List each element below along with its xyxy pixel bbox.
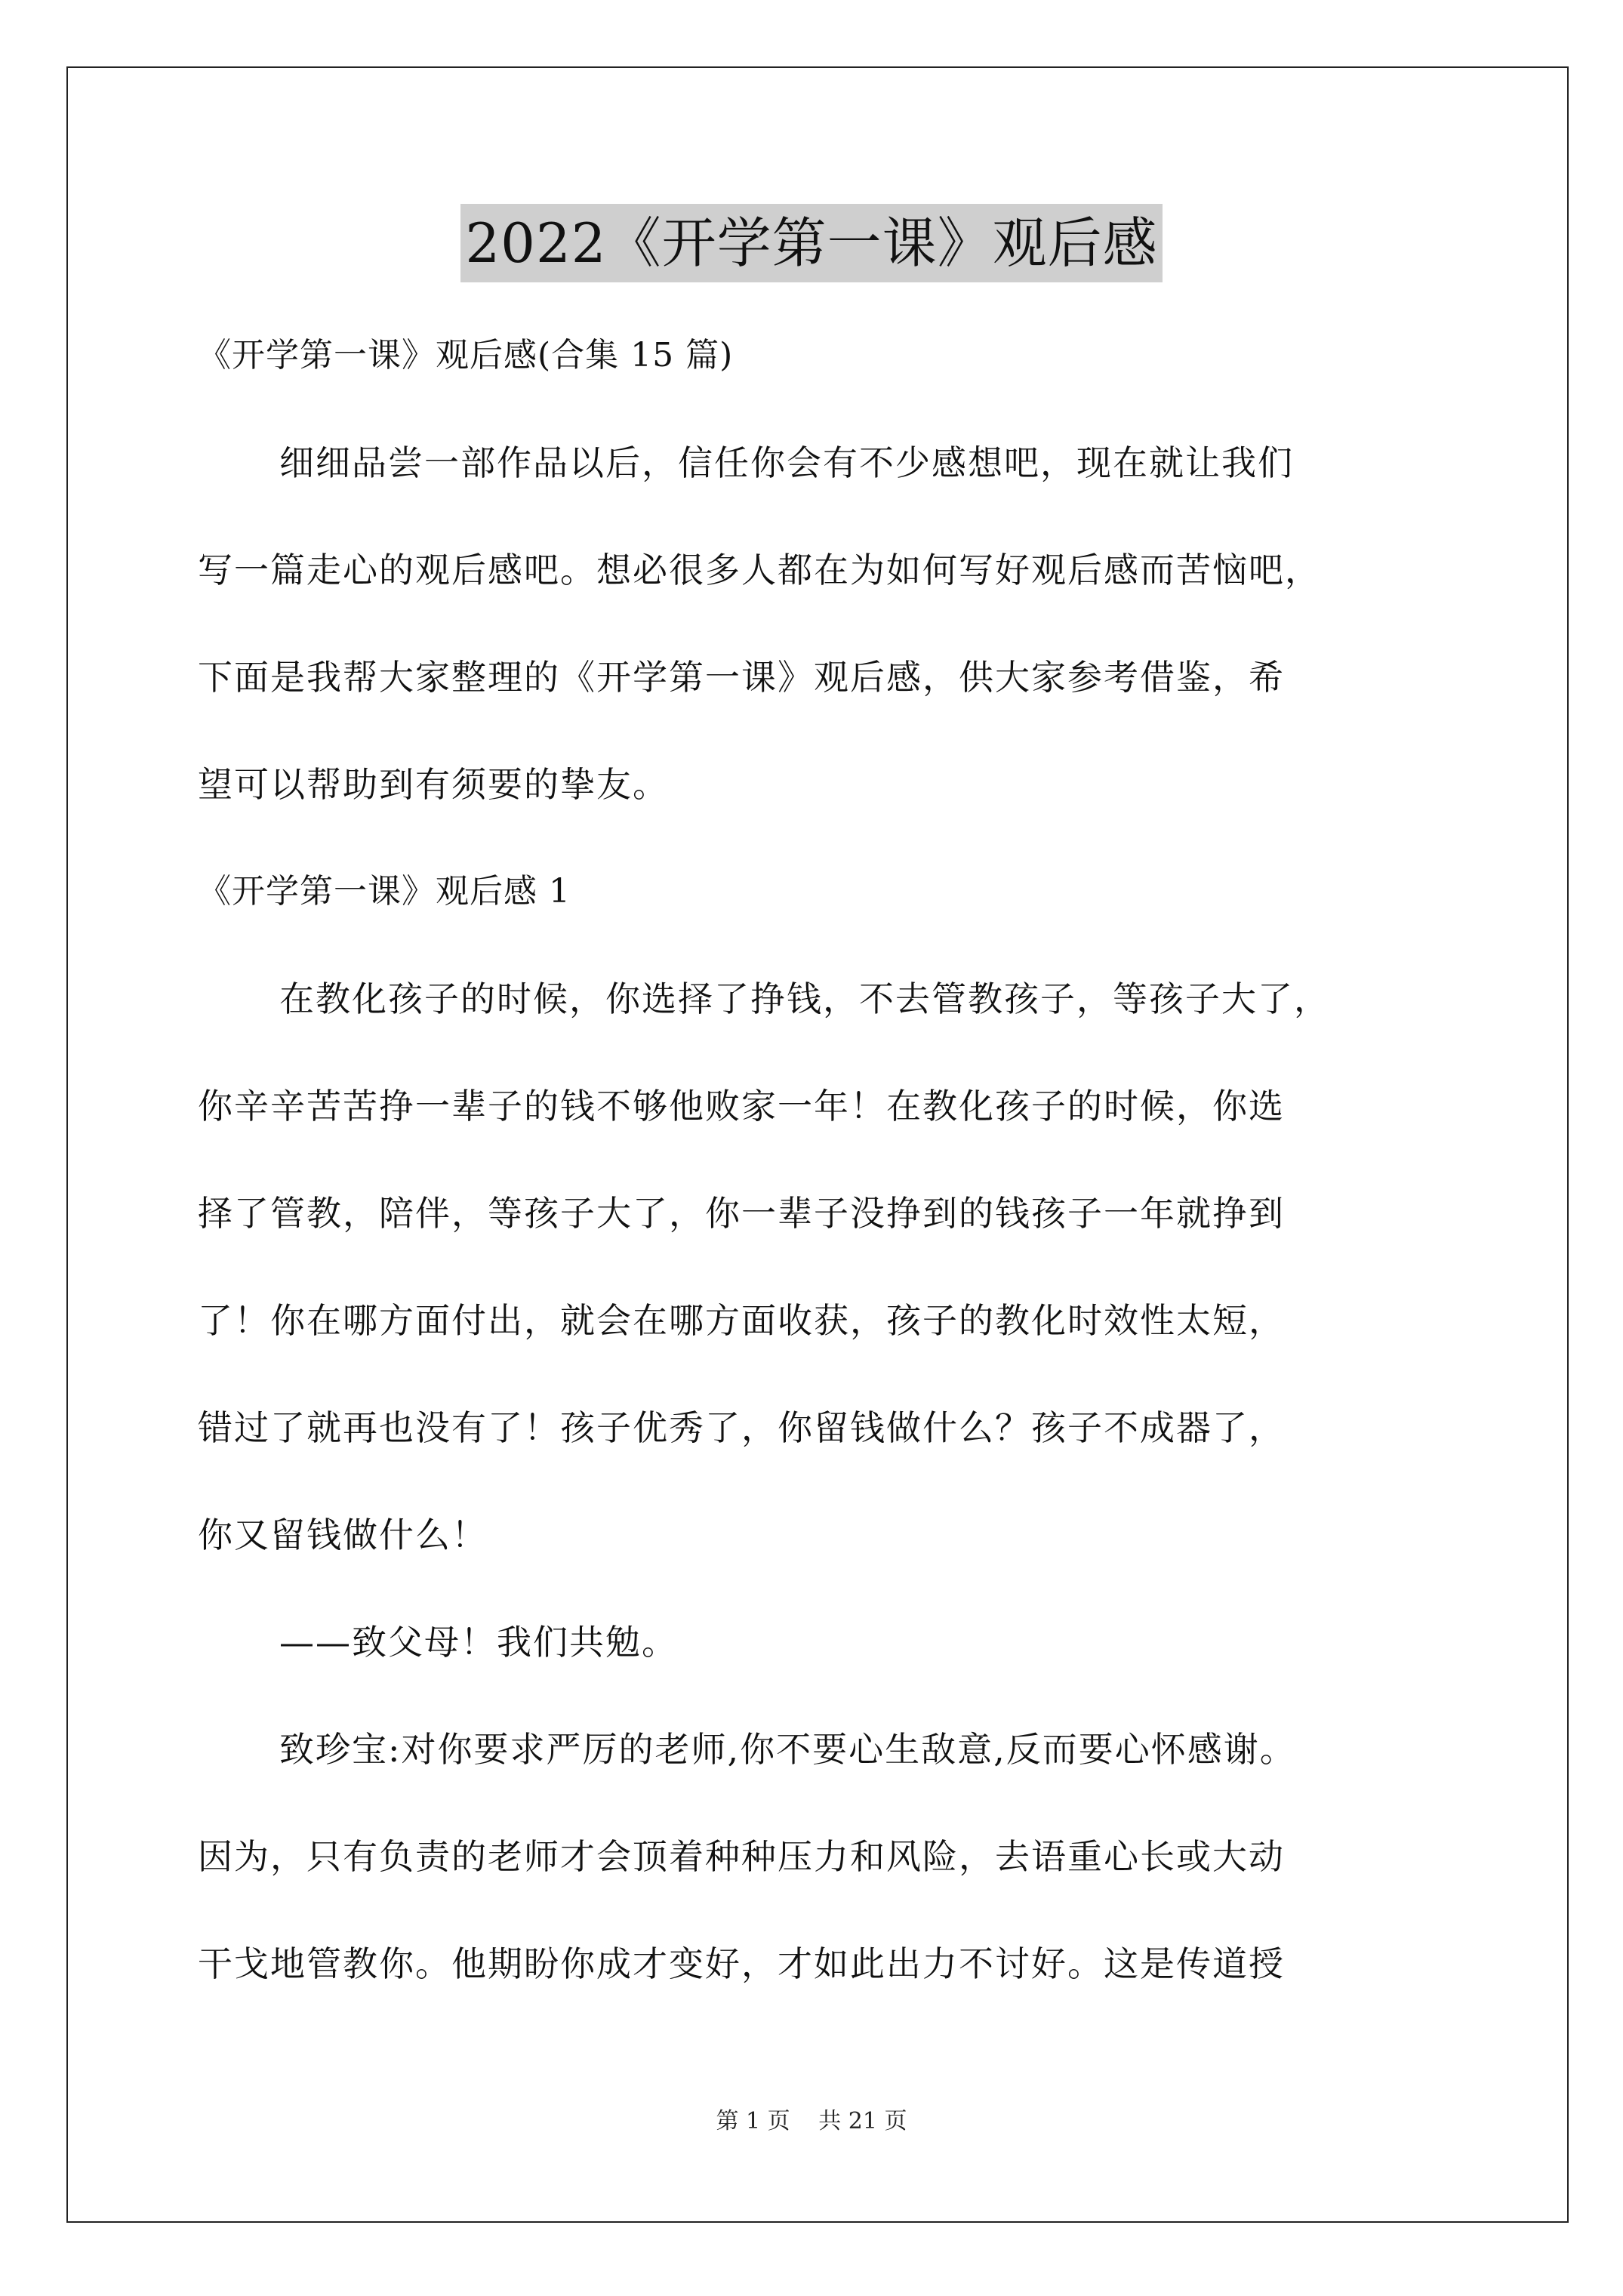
page-footer	[0, 2102, 1623, 2135]
section2-line: 干戈地管教你。他期盼你成才变好，才如此出力不讨好。这是传道授	[198, 1943, 1285, 1984]
subtitle-heading: 《开学第一课》观后感(合集 15 篇)	[198, 336, 734, 374]
section1-line: 你辛辛苦苦挣一辈子的钱不够他败家一年！在教化孩子的时候，你选	[198, 1086, 1285, 1126]
document-body	[198, 302, 1451, 2017]
section1-line: 在教化孩子的时候，你选择了挣钱，不去管教孩子，等孩子大了，	[279, 978, 1330, 1019]
section2-line: 致珍宝:对你要求严厉的老师,你不要心生敌意,反而要心怀感谢。	[279, 1729, 1296, 1770]
title-wrap	[0, 204, 1623, 282]
page-number-current: 第 1 页	[716, 2108, 790, 2134]
intro-line: 细细品尝一部作品以后，信任你会有不少感想吧，现在就让我们	[279, 442, 1294, 483]
intro-line: 写一篇走心的观后感吧。想必很多人都在为如何写好观后感而苦恼吧，	[198, 550, 1321, 590]
section1-line: 你又留钱做什么！	[198, 1515, 488, 1555]
section1-line: 择了管教，陪伴，等孩子大了，你一辈子没挣到的钱孩子一年就挣到	[198, 1193, 1285, 1234]
section1-line: 错过了就再也没有了！孩子优秀了，你留钱做什么？孩子不成器了，	[198, 1407, 1285, 1448]
section1-heading: 《开学第一课》观后感 1	[198, 872, 571, 911]
intro-line: 下面是我帮大家整理的《开学第一课》观后感，供大家参考借鉴，希	[198, 657, 1285, 698]
section1-line: 了！你在哪方面付出，就会在哪方面收获，孩子的教化时效性太短，	[198, 1300, 1285, 1341]
intro-line: 望可以帮助到有须要的挚友。	[198, 764, 669, 805]
document-title: 2022《开学第一课》观后感	[460, 204, 1162, 282]
page-number-total: 共 21 页	[818, 2108, 907, 2134]
section2-line: 因为，只有负责的老师才会顶着种种压力和风险，去语重心长或大动	[198, 1836, 1285, 1877]
signoff-line: ——致父母！我们共勉。	[279, 1622, 678, 1663]
